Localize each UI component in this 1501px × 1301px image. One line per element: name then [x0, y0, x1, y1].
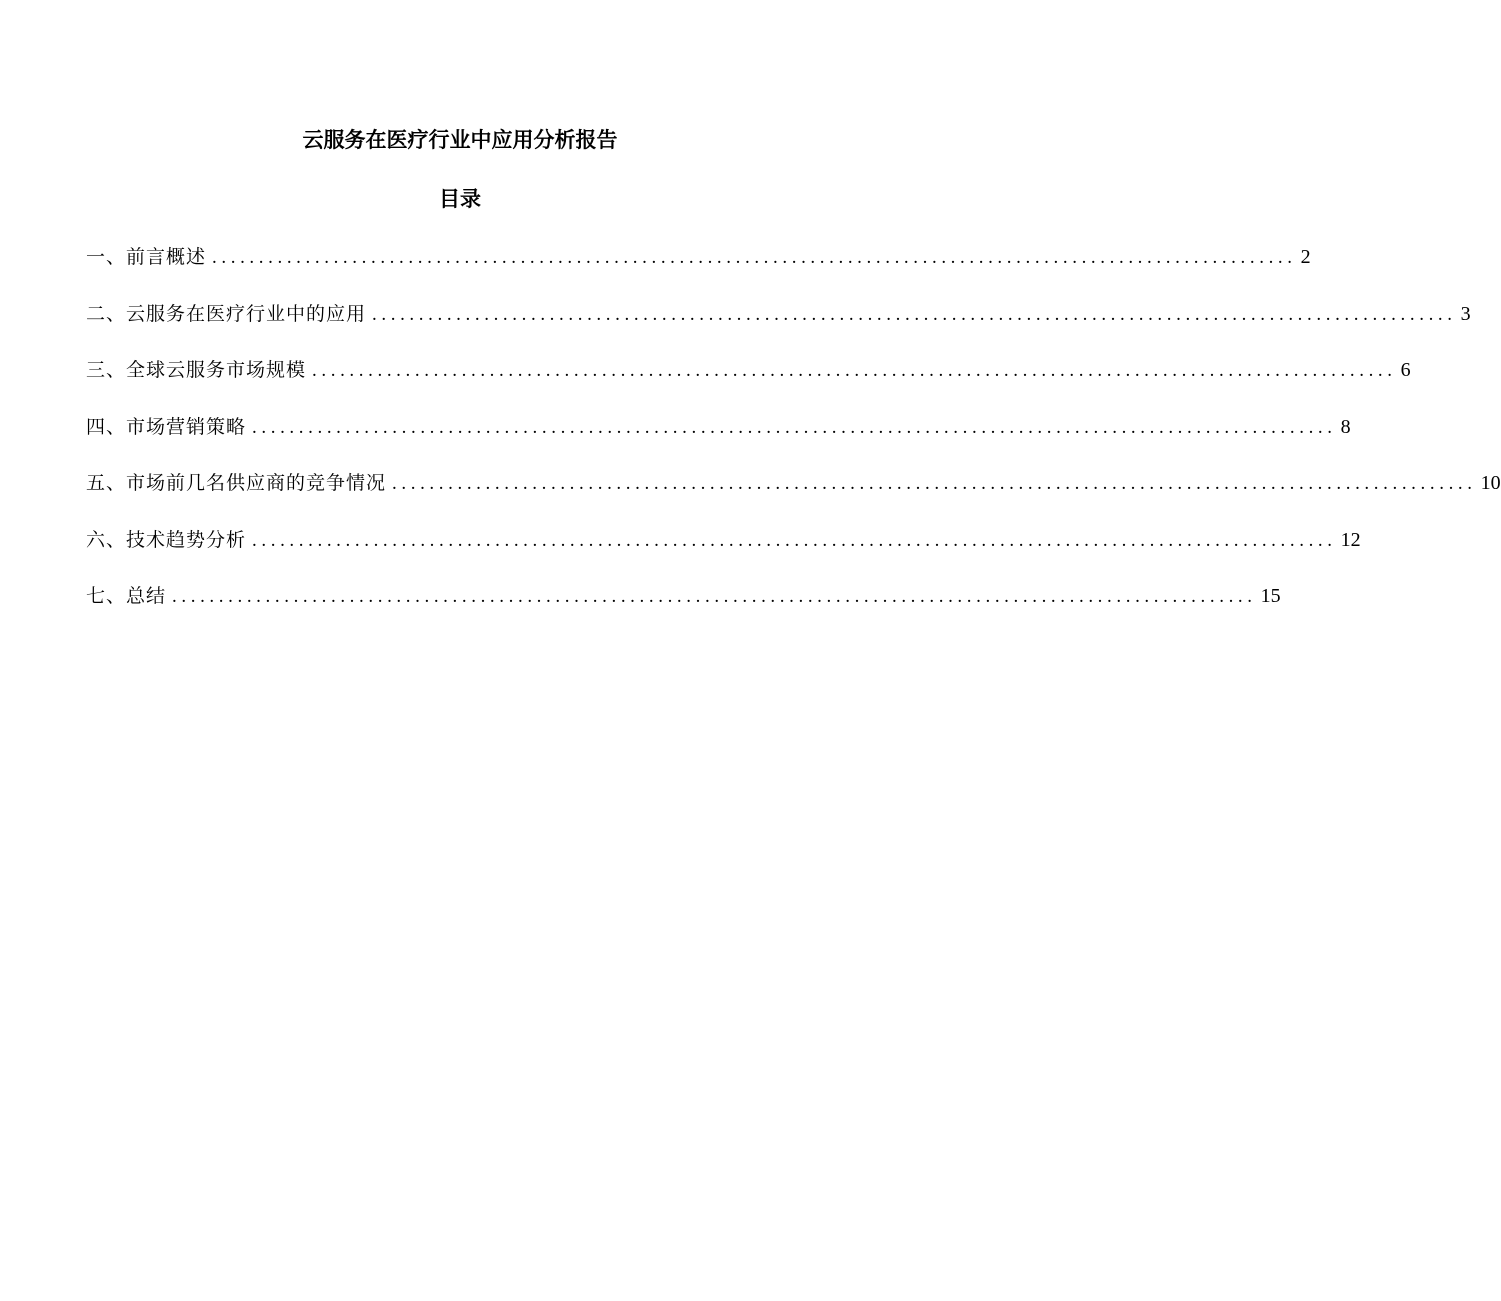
- toc-dot-leader: ....................................................................................................................: [172, 586, 1257, 607]
- toc-dot-leader: ....................................................................................................................: [312, 360, 1397, 381]
- toc-entry[interactable]: [86, 525, 1361, 582]
- toc-entry-page: 10: [1480, 472, 1501, 494]
- toc-entry[interactable]: [86, 581, 1281, 638]
- toc-entry[interactable]: [86, 242, 1311, 299]
- toc-entry-page: 3: [1460, 302, 1471, 325]
- toc-entry-page: 15: [1260, 585, 1281, 607]
- toc-entry-page: 2: [1300, 246, 1311, 268]
- toc-entry-label: 五、市场前几名供应商的竞争情况: [86, 472, 387, 494]
- toc-dot-leader: ....................................................................................................................: [252, 416, 1337, 438]
- toc-heading: 目录: [439, 187, 481, 211]
- toc-entry-label: 二、云服务在医疗行业中的应用: [86, 302, 367, 325]
- page-title: 云服务在医疗行业中应用分析报告: [302, 128, 618, 152]
- toc-entry-page: 8: [1340, 415, 1351, 438]
- toc-dot-leader: ....................................................................................................................: [252, 529, 1337, 551]
- toc-entry-label: 七、总结: [86, 585, 167, 607]
- table-of-contents: [86, 242, 1501, 638]
- toc-entry-label: 三、全球云服务市场规模: [86, 359, 307, 381]
- toc-entry-label: 六、技术趋势分析: [86, 528, 247, 551]
- toc-dot-leader: ....................................................................................................................: [212, 247, 1297, 268]
- toc-entry[interactable]: [86, 412, 1351, 469]
- toc-entry[interactable]: [86, 468, 1501, 525]
- toc-dot-leader: ....................................................................................................................: [372, 303, 1457, 325]
- toc-entry-page: 12: [1340, 528, 1361, 551]
- toc-entry-label: 一、前言概述: [86, 246, 207, 268]
- toc-entry[interactable]: [86, 299, 1471, 356]
- toc-entry-label: 四、市场营销策略: [86, 415, 247, 438]
- toc-dot-leader: ....................................................................................................................: [392, 473, 1477, 494]
- toc-entry[interactable]: [86, 355, 1411, 412]
- toc-entry-page: 6: [1400, 359, 1411, 381]
